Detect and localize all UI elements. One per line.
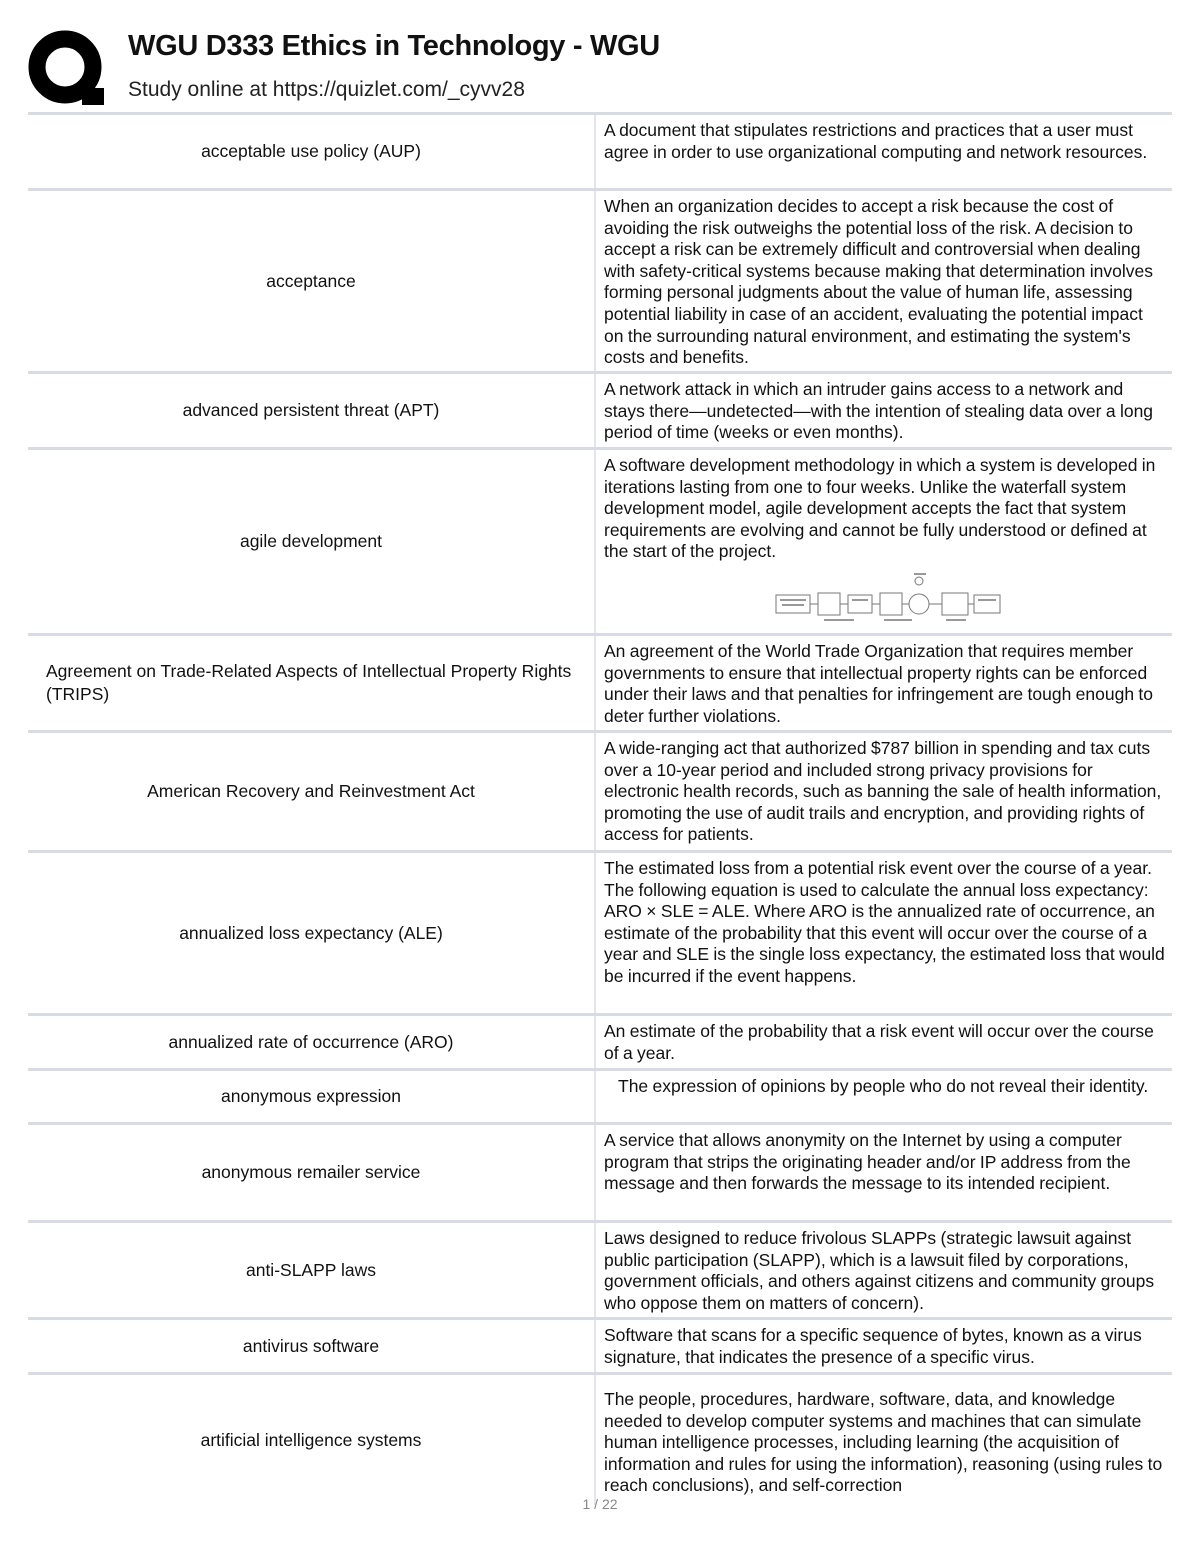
- card-row: [28, 1375, 1172, 1505]
- card-definition: A network attack in which an intruder gains access to a network and stays there—undetected—with the intention of stealing data over a long period of time (weeks or even months).: [594, 374, 1172, 447]
- card-row: [28, 1071, 1172, 1125]
- page-title: WGU D333 Ethics in Technology - WGU: [128, 30, 660, 62]
- card-term: artificial intelligence systems: [200, 1429, 422, 1450]
- card-definition-text: A software development methodology in which a system is developed in iterations lasting from one to four weeks. Unlike the waterfall system development model, agile development accepts the fact that system requirements are evolving and cannot be fully understood or defined at the start of the project.: [604, 455, 1156, 562]
- card-row: [28, 450, 1172, 636]
- card-row: [28, 1016, 1172, 1071]
- flashcard-table: [28, 112, 1172, 1505]
- card-row: [28, 115, 1172, 191]
- card-definition: An estimate of the probability that a risk event will occur over the course of a year.: [594, 1016, 1172, 1068]
- card-definition: The expression of opinions by people who do not reveal their identity.: [594, 1071, 1172, 1122]
- study-link[interactable]: Study online at https://quizlet.com/_cyvv28: [128, 78, 525, 101]
- card-definition: A wide-ranging act that authorized $787 billion in spending and tax cuts over a 10-year period and included strong privacy provisions for electronic health records, such as banning the sale of health information, promoting the use of audit trails and encryption, and providing rights of access for patients.: [594, 733, 1172, 850]
- card-term: acceptance: [266, 270, 356, 291]
- card-row: [28, 1223, 1172, 1320]
- card-definition: The estimated loss from a potential risk event over the course of a year. The following equation is used to calculate the annual loss expectancy: ARO × SLE = ALE. Where ARO is the annualized rate of occurrence, an estimate of the probability that this event will occur over the course of a year and SLE is the single loss expectancy, the estimated loss that would be incurred if the event happens.: [594, 853, 1172, 1013]
- card-definition: Software that scans for a specific sequence of bytes, known as a virus signature, that indicates the presence of a specific virus.: [594, 1320, 1172, 1372]
- agile-process-diagram: [774, 571, 1004, 629]
- page-number: 1 / 22: [582, 1496, 618, 1512]
- card-definition: The people, procedures, hardware, software, data, and knowledge needed to develop computer systems and machines that can simulate human intelligence processes, including learning (the acquisition of information and rules for using the information), reasoning (using rules to reach conclusions), and self-correction: [594, 1375, 1172, 1505]
- card-term: antivirus software: [242, 1335, 380, 1356]
- card-row: [28, 374, 1172, 450]
- card-term: annualized loss expectancy (ALE): [179, 922, 443, 943]
- card-term: anonymous remailer service: [201, 1162, 421, 1182]
- card-row: [28, 733, 1172, 853]
- card-definition: A document that stipulates restrictions and practices that a user must agree in order to use organizational computing and network resources.: [594, 115, 1172, 188]
- card-term: agile development: [239, 531, 383, 551]
- card-definition: When an organization decides to accept a risk because the cost of avoiding the risk outweighs the potential loss of the risk. A decision to accept a risk can be extremely difficult and controversial when dealing with safety-critical systems because making that determination involves forming personal judgments about the value of human life, assessing potential liability in case of an accident, evaluating the potential impact on the surrounding natural environment, and estimating the system's costs and benefits.: [594, 191, 1172, 371]
- card-term: advanced persistent threat (APT): [182, 400, 440, 420]
- card-row: [28, 853, 1172, 1016]
- card-term: anonymous expression: [221, 1086, 401, 1106]
- card-term: Agreement on Trade-Related Aspects of Intellectual Property Rights (TRIPS): [46, 661, 572, 704]
- quizlet-logo-icon: [28, 30, 106, 108]
- card-row: [28, 1125, 1172, 1223]
- page-header: [0, 0, 1200, 112]
- card-row: [28, 636, 1172, 733]
- card-term: American Recovery and Reinvestment Act: [147, 781, 475, 801]
- card-definition: An agreement of the World Trade Organization that requires member governments to ensure that intellectual property rights can be enforced under their laws and that penalties for infringement are tough enough to deter further violations.: [594, 636, 1172, 730]
- card-row: [28, 1320, 1172, 1375]
- card-definition: [594, 450, 1172, 633]
- card-definition: Laws designed to reduce frivolous SLAPPs (strategic lawsuit against public participation (SLAPP), which is a lawsuit filed by corporations, government officials, and others against citizens and community groups who oppose them on matters of concern).: [594, 1223, 1172, 1317]
- card-row: [28, 191, 1172, 374]
- card-term: annualized rate of occurrence (ARO): [168, 1031, 454, 1052]
- card-definition: A service that allows anonymity on the Internet by using a computer program that strips the originating header and/or IP address from the message and then forwards the message to its intended recipient.: [594, 1125, 1172, 1220]
- card-term: acceptable use policy (AUP): [201, 141, 421, 161]
- card-term: anti-SLAPP laws: [245, 1259, 377, 1280]
